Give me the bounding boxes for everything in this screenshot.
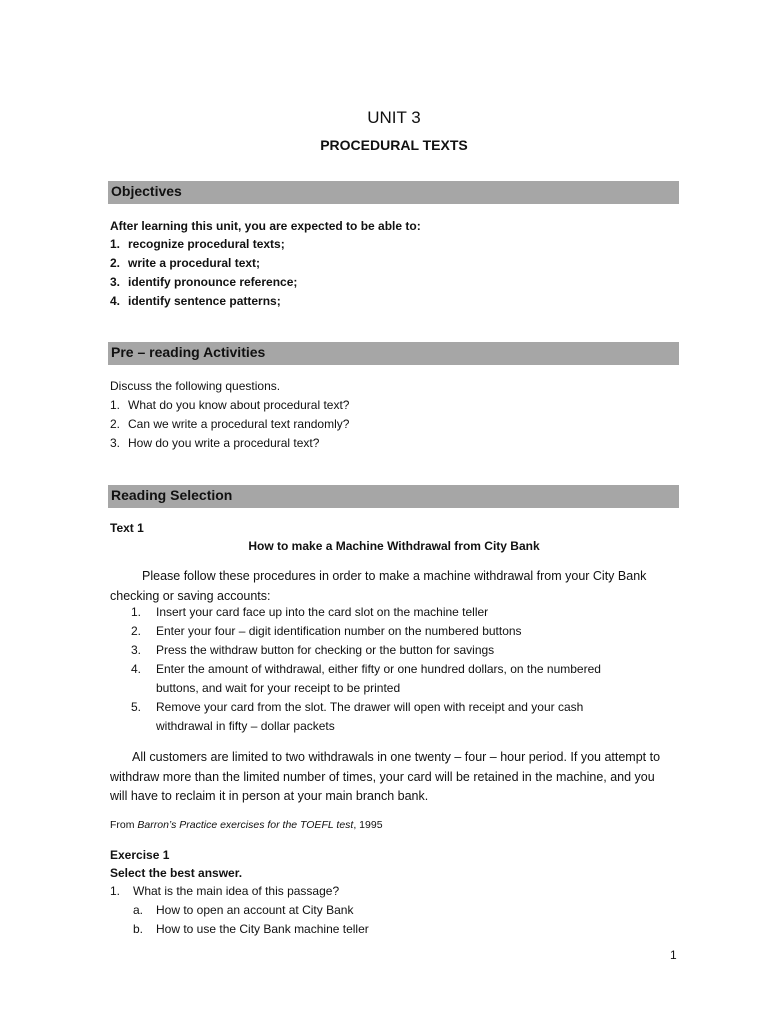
objectives-heading-bar <box>108 181 679 204</box>
list-number: 2. <box>110 417 121 431</box>
step-text: Press the withdraw button for checking or the button for savings <box>156 643 495 657</box>
list-number: 1. <box>110 237 121 251</box>
unit-subtitle: PROCEDURAL TEXTS <box>320 137 468 153</box>
pre-reading-heading: Pre – reading Activities <box>111 344 266 360</box>
objectives-intro: After learning this unit, you are expected to be able to: <box>110 219 421 233</box>
list-text: What do you know about procedural text? <box>128 398 350 412</box>
text-title: How to make a Machine Withdrawal from City Bank <box>248 539 540 553</box>
source-title: Barron’s Practice exercises for the TOEFL test <box>137 819 354 831</box>
objectives-heading: Objectives <box>111 183 182 199</box>
unit-title: UNIT 3 <box>367 108 421 127</box>
step-number: 1. <box>131 605 142 619</box>
pre-reading-intro: Discuss the following questions. <box>110 379 281 393</box>
question-text: What is the main idea of this passage? <box>133 884 340 898</box>
source-prefix: From <box>110 819 138 831</box>
step-text: Insert your card face up into the card slot on the machine teller <box>156 605 489 619</box>
step-text: Remove your card from the slot. The drawer will open with receipt and your cash <box>156 700 584 714</box>
list-text: identify sentence patterns; <box>128 294 281 308</box>
list-text: How do you write a procedural text? <box>128 436 320 450</box>
step-text: Enter the amount of withdrawal, either fifty or one hundred dollars, on the numbered <box>156 662 601 676</box>
procedure-steps <box>110 605 678 738</box>
option-text: How to use the City Bank machine teller <box>156 922 369 936</box>
procedure-step <box>110 624 678 643</box>
option-letter: b. <box>133 922 144 936</box>
step-number: 4. <box>131 662 142 676</box>
step-number: 5. <box>131 700 142 714</box>
list-text: recognize procedural texts; <box>128 237 285 251</box>
option-letter: a. <box>133 903 144 917</box>
answer-option <box>110 903 670 922</box>
list-number: 1. <box>110 398 121 412</box>
list-text: Can we write a procedural text randomly? <box>128 417 350 431</box>
option-text: How to open an account at City Bank <box>156 903 354 917</box>
closing-paragraph: All customers are limited to two withdrawals in one twenty – four – hour period. If you attempt to withdraw more than the limited number of times, your card will be retained in the machine, and you will have to reclaim it in person at your main branch bank. <box>110 750 661 803</box>
answer-option <box>110 922 670 941</box>
step-text-continued: withdrawal in fifty – dollar packets <box>156 719 335 733</box>
step-text: Enter your four – digit identification number on the numbered buttons <box>156 624 522 638</box>
step-text-continued: buttons, and wait for your receipt to be printed <box>156 681 401 695</box>
text-label: Text 1 <box>110 521 144 535</box>
page-number: 1 <box>670 948 677 962</box>
exercise-instruction: Select the best answer. <box>110 866 243 880</box>
reading-heading-bar <box>108 485 679 508</box>
procedure-step <box>110 700 678 738</box>
intro-paragraph: Please follow these procedures in order to make a machine withdrawal from your City Bank checking or saving accounts: <box>110 569 647 603</box>
list-number: 2. <box>110 256 121 270</box>
list-number: 3. <box>110 275 121 289</box>
exercise-label: Exercise 1 <box>110 848 170 862</box>
list-text: write a procedural text; <box>128 256 261 270</box>
exercise-question <box>110 884 670 903</box>
procedure-step <box>110 605 678 624</box>
question-number: 1. <box>110 884 121 898</box>
pre-reading-heading-bar <box>108 342 679 365</box>
procedure-step <box>110 643 678 662</box>
list-text: identify pronounce reference; <box>128 275 298 289</box>
source-citation <box>110 819 383 831</box>
procedure-step <box>110 662 678 700</box>
step-number: 2. <box>131 624 142 638</box>
step-number: 3. <box>131 643 142 657</box>
reading-heading: Reading Selection <box>111 487 233 503</box>
list-number: 3. <box>110 436 121 450</box>
list-number: 4. <box>110 294 121 308</box>
source-suffix: , 1995 <box>353 819 383 831</box>
